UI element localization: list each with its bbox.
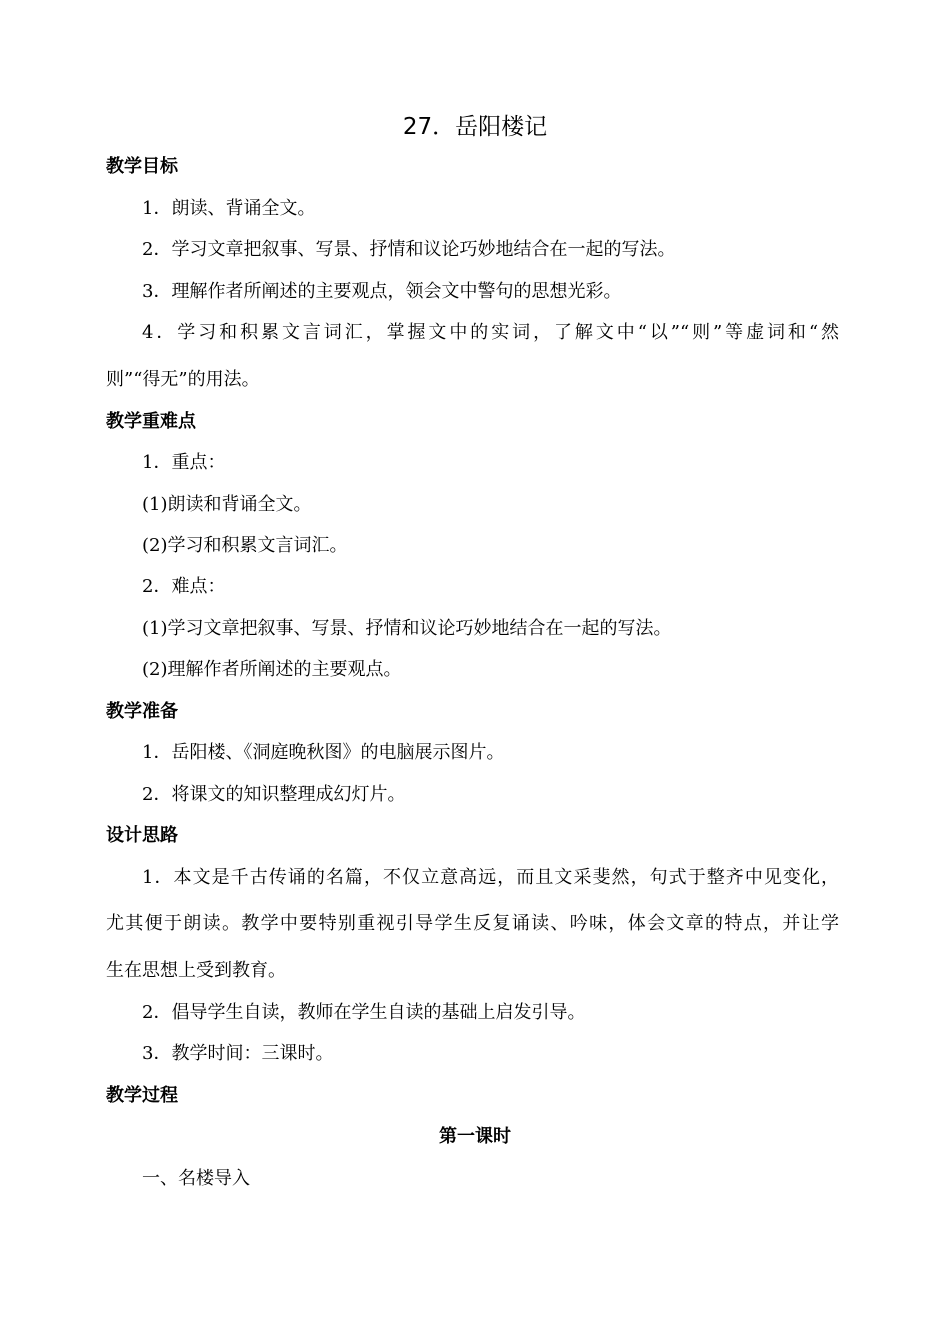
objective-item: 3．理解作者所阐述的主要观点，领会文中警句的思想光彩。 [142, 281, 622, 302]
design-item-continued: 生在思想上受到教育。 [106, 960, 286, 981]
key-point-item: (2)学习和积累文言词汇。 [142, 535, 348, 556]
key-point-item: (1)朗读和背诵全文。 [142, 494, 312, 515]
design-item: 3．教学时间：三课时。 [142, 1043, 334, 1064]
preparation-item: 1．岳阳楼、《洞庭晚秋图》的电脑展示图片。 [142, 742, 505, 763]
design-item-continued: 尤其便于朗读。教学中要特别重视引导学生反复诵读、吟味，体会文章的特点，并让学 [106, 913, 839, 934]
key-point-item: 1．重点： [142, 452, 226, 473]
process-item: 一、名楼导入 [142, 1168, 250, 1189]
section-heading-design: 设计思路 [106, 825, 178, 846]
key-point-item: (1)学习文章把叙事、写景、抒情和议论巧妙地结合在一起的写法。 [142, 618, 672, 639]
section-heading-preparation: 教学准备 [106, 701, 178, 722]
objective-item-continued: 则”“得无”的用法。 [106, 369, 260, 390]
section-heading-objectives: 教学目标 [106, 156, 178, 177]
design-item: 2．倡导学生自读，教师在学生自读的基础上启发引导。 [142, 1002, 586, 1023]
preparation-item: 2．将课文的知识整理成幻灯片。 [142, 784, 406, 805]
lesson-subheading: 第一课时 [439, 1126, 511, 1147]
objective-item: 1．朗读、背诵全文。 [142, 198, 316, 219]
objective-item: 4．学习和积累文言词汇，掌握文中的实词，了解文中“以”“则”等虚词和“然 [142, 322, 839, 343]
page-title: 27．岳阳楼记 [402, 114, 548, 140]
section-heading-key-points: 教学重难点 [106, 411, 196, 432]
section-heading-process: 教学过程 [106, 1085, 178, 1106]
key-point-item: 2．难点： [142, 576, 226, 597]
objective-item: 2．学习文章把叙事、写景、抒情和议论巧妙地结合在一起的写法。 [142, 239, 676, 260]
design-item: 1．本文是千古传诵的名篇，不仅立意高远，而且文采斐然，句式于整齐中见变化， [142, 867, 839, 888]
key-point-item: (2)理解作者所阐述的主要观点。 [142, 659, 402, 680]
